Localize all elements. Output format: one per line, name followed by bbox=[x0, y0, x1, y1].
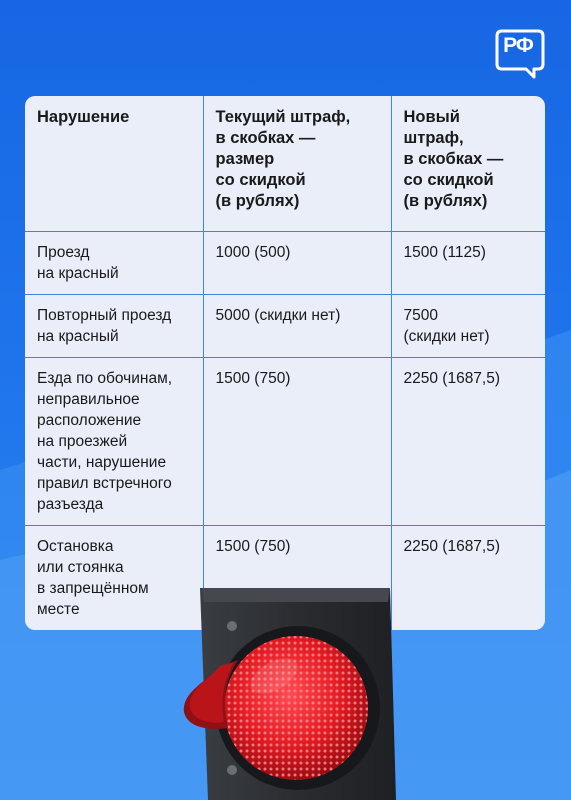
table-row bbox=[25, 358, 545, 526]
current-fine-cell: 1500 (750) bbox=[203, 358, 391, 526]
new-fine-cell: 1500 (1125) bbox=[391, 232, 545, 295]
header-current-fine: Текущий штраф, в скобках — размер со скидкой (в рублях) bbox=[203, 96, 391, 232]
header-new-fine: Новый штраф, в скобках — со скидкой (в рублях) bbox=[391, 96, 545, 232]
fines-table bbox=[25, 96, 545, 630]
table-header-row bbox=[25, 96, 545, 232]
current-fine-cell: 5000 (скидки нет) bbox=[203, 295, 391, 358]
current-fine-cell: 1000 (500) bbox=[203, 232, 391, 295]
table-row bbox=[25, 232, 545, 295]
new-fine-cell: 2250 (1687,5) bbox=[391, 358, 545, 526]
header-violation: Нарушение bbox=[25, 96, 203, 232]
new-fine-cell: 7500 (скидки нет) bbox=[391, 295, 545, 358]
fines-table-card bbox=[25, 96, 545, 630]
new-fine-cell: 2250 (1687,5) bbox=[403, 538, 501, 555]
table-row bbox=[25, 295, 545, 358]
violation-cell: Повторный проезд на красный bbox=[25, 295, 203, 358]
red-traffic-light-icon bbox=[178, 580, 418, 800]
violation-cell: Остановка или стоянка в запрещённом месте bbox=[25, 526, 203, 631]
logo-text: РФ bbox=[503, 34, 533, 57]
current-fine-cell: 1500 (750) bbox=[203, 526, 391, 631]
violation-cell: Езда по обочинам, неправильное расположение на проезжей части, нарушение правил встречного разъезда bbox=[25, 358, 203, 526]
violation-cell: Проезд на красный bbox=[25, 232, 203, 295]
